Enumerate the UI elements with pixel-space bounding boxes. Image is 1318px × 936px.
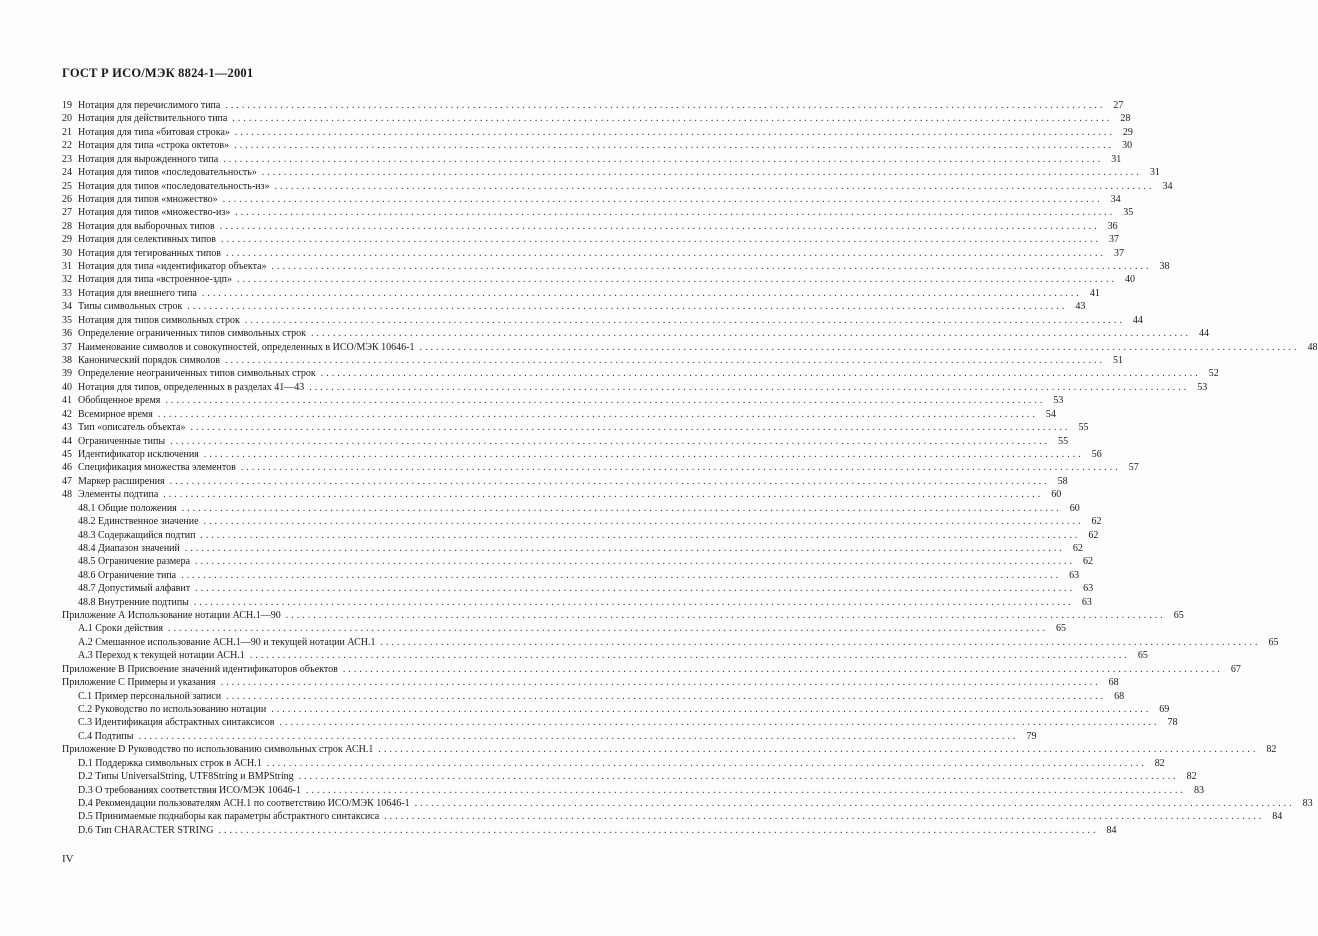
dot-leader: ................................................................................................................................................................ bbox=[184, 542, 1065, 554]
toc-entry-title: А.3 Переход к текущей нотации АСН.1 bbox=[78, 650, 245, 662]
toc-entry-title: Нотация для перечислимого типа bbox=[78, 100, 221, 111]
toc-entry-title: С.1 Пример персональной записи bbox=[78, 690, 222, 702]
dot-leader: ................................................................................................................................................................ bbox=[234, 140, 1115, 152]
dot-leader: ................................................................................................................................................................ bbox=[342, 663, 1223, 675]
toc-entry-page: 84 bbox=[1272, 811, 1283, 823]
toc-entry-page: 67 bbox=[1230, 663, 1241, 675]
toc-entry-title: D.3 О требованиях соответствия ИСО/МЭК 10646-1 bbox=[78, 784, 301, 796]
toc-entry bbox=[62, 327, 1209, 340]
toc-entry-page: 65 bbox=[1268, 636, 1279, 648]
toc-entry-number: 35 bbox=[62, 314, 72, 326]
toc-entry bbox=[62, 743, 1277, 756]
dot-leader: ................................................................................................................................................................ bbox=[225, 355, 1105, 367]
toc-entry-number: 34 bbox=[62, 301, 72, 313]
toc-entry-title: D.4 Рекомендации пользователям АСН.1 по соответствию ИСО/МЭК 10646-1 bbox=[78, 797, 410, 809]
toc-entry bbox=[62, 475, 1068, 488]
toc-entry-page: 36 bbox=[1107, 220, 1118, 232]
toc-entry-number: 48 bbox=[62, 489, 72, 501]
page-header: ГОСТ Р ИСО/МЭК 8824-1—2001 bbox=[62, 66, 254, 80]
toc-entry-page: 58 bbox=[1057, 475, 1068, 487]
toc-entry bbox=[62, 435, 1069, 448]
toc-entry-title: Нотация для типов, определенных в разделах 41—43 bbox=[78, 381, 305, 393]
toc-entry-page: 68 bbox=[1108, 677, 1119, 689]
toc-entry-title: D.6 Тип CHARACTER STRING bbox=[78, 824, 214, 836]
table-of-contents bbox=[62, 99, 1318, 837]
toc-entry-number: 31 bbox=[62, 261, 72, 273]
toc-entry bbox=[62, 770, 1197, 783]
toc-entry-page: 65 bbox=[1173, 610, 1184, 622]
toc-entry-title: Нотация для типа «встроенное-здп» bbox=[78, 274, 232, 286]
toc-entry-page: 68 bbox=[1114, 690, 1125, 702]
toc-entry bbox=[62, 529, 1099, 542]
toc-entry bbox=[62, 287, 1100, 300]
toc-entry-number: 22 bbox=[62, 140, 72, 152]
toc-entry-page: 48 bbox=[1307, 341, 1318, 353]
toc-entry bbox=[62, 502, 1080, 515]
toc-entry-number: 33 bbox=[62, 287, 72, 299]
toc-entry bbox=[62, 300, 1086, 313]
toc-entry-number: 29 bbox=[62, 234, 72, 246]
dot-leader: ................................................................................................................................................................ bbox=[167, 623, 1048, 635]
toc-entry-page: 56 bbox=[1091, 448, 1102, 460]
dot-leader: ................................................................................................................................................................ bbox=[309, 381, 1190, 393]
toc-entry bbox=[62, 649, 1148, 662]
toc-entry-title: 48.5 Ограничение размера bbox=[78, 556, 191, 568]
toc-entry bbox=[62, 488, 1062, 501]
dot-leader: ................................................................................................................................................................ bbox=[305, 784, 1186, 796]
dot-leader: ................................................................................................................................................................ bbox=[234, 126, 1115, 138]
toc-entry-page: 84 bbox=[1106, 824, 1117, 836]
toc-entry-number: 27 bbox=[62, 207, 72, 219]
toc-entry-title: Маркер расширения bbox=[78, 475, 165, 487]
toc-entry-page: 28 bbox=[1120, 113, 1131, 125]
toc-entry-page: 82 bbox=[1266, 744, 1277, 756]
toc-entry-page: 54 bbox=[1045, 408, 1056, 420]
toc-entry-page: 78 bbox=[1167, 717, 1178, 729]
toc-entry bbox=[62, 542, 1083, 555]
dot-leader: ................................................................................................................................................................ bbox=[170, 435, 1051, 447]
dot-leader: ................................................................................................................................................................ bbox=[187, 301, 1068, 313]
toc-entry bbox=[62, 810, 1283, 823]
toc-entry-page: 79 bbox=[1026, 730, 1037, 742]
toc-entry-title: А.1 Сроки действия bbox=[78, 623, 163, 635]
toc-entry-title: 48.6 Ограничение типа bbox=[78, 569, 177, 581]
dot-leader: ................................................................................................................................................................ bbox=[219, 220, 1100, 232]
toc-entry-title: Ограниченные типы bbox=[78, 435, 166, 447]
toc-entry-number: 43 bbox=[62, 422, 72, 434]
toc-entry-number: 20 bbox=[62, 113, 72, 125]
dot-leader: ................................................................................................................................................................ bbox=[203, 516, 1084, 528]
toc-entry-title: Нотация для типов «последовательность-из» bbox=[78, 180, 270, 192]
toc-entry bbox=[62, 99, 1124, 112]
toc-entry-title: 48.8 Внутренние подтипы bbox=[78, 596, 189, 608]
toc-entry-page: 62 bbox=[1072, 542, 1083, 554]
toc-entry-page: 38 bbox=[1159, 261, 1170, 273]
dot-leader: ................................................................................................................................................................ bbox=[240, 462, 1121, 474]
toc-entry bbox=[62, 408, 1056, 421]
toc-entry-title: Нотация для типа «строка октетов» bbox=[78, 140, 230, 152]
dot-leader: ................................................................................................................................................................ bbox=[220, 677, 1101, 689]
dot-leader: ................................................................................................................................................................ bbox=[169, 475, 1050, 487]
toc-entry bbox=[62, 757, 1165, 770]
toc-entry-title: Приложение С Примеры и указания bbox=[62, 677, 216, 689]
toc-entry-title: С.4 Подтипы bbox=[78, 730, 134, 742]
dot-leader: ................................................................................................................................................................ bbox=[226, 690, 1107, 702]
toc-entry-title: Нотация для типов символьных строк bbox=[78, 314, 240, 326]
toc-entry-page: 63 bbox=[1081, 596, 1092, 608]
page-number-footer: IV bbox=[62, 853, 74, 865]
toc-entry-title: Тип «описатель объекта» bbox=[78, 422, 186, 434]
toc-entry bbox=[62, 515, 1102, 528]
toc-entry-page: 41 bbox=[1089, 287, 1100, 299]
dot-leader: ................................................................................................................................................................ bbox=[378, 744, 1259, 756]
dot-leader: ................................................................................................................................................................ bbox=[271, 703, 1152, 715]
toc-entry-page: 37 bbox=[1108, 234, 1119, 246]
toc-entry-page: 82 bbox=[1186, 771, 1197, 783]
toc-entry-number: 45 bbox=[62, 448, 72, 460]
toc-entry bbox=[62, 730, 1037, 743]
toc-entry-number: 37 bbox=[62, 341, 72, 353]
toc-entry-title: Типы символьных строк bbox=[78, 301, 183, 313]
toc-entry-page: 62 bbox=[1083, 556, 1094, 568]
toc-entry-title: Идентификатор исключения bbox=[78, 448, 199, 460]
toc-entry bbox=[62, 220, 1118, 233]
toc-entry-page: 53 bbox=[1197, 381, 1208, 393]
toc-entry bbox=[62, 555, 1094, 568]
dot-leader: ................................................................................................................................................................ bbox=[195, 583, 1076, 595]
toc-entry-title: Определение неограниченных типов символьных строк bbox=[78, 368, 316, 380]
dot-leader: ................................................................................................................................................................ bbox=[163, 489, 1044, 501]
toc-entry-number: 21 bbox=[62, 126, 72, 138]
toc-entry bbox=[62, 622, 1066, 635]
toc-entry-title: Приложение А Использование нотации АСН.1—90 bbox=[62, 610, 281, 622]
dot-leader: ................................................................................................................................................................ bbox=[419, 341, 1300, 353]
toc-entry bbox=[62, 421, 1089, 434]
dot-leader: ................................................................................................................................................................ bbox=[244, 314, 1125, 326]
toc-entry-title: С.2 Руководство по использованию нотации bbox=[78, 703, 267, 715]
toc-entry-page: 62 bbox=[1088, 529, 1099, 541]
toc-entry bbox=[62, 112, 1131, 125]
toc-entry-page: 82 bbox=[1154, 757, 1165, 769]
toc-entry-title: 48.1 Общие положения bbox=[78, 502, 177, 514]
toc-entry-title: D.2 Типы UniversalString, UTF8String и BMPString bbox=[78, 771, 294, 783]
toc-entry bbox=[62, 166, 1160, 179]
toc-entry-title: Нотация для вырожденного типа bbox=[78, 153, 219, 165]
dot-leader: ................................................................................................................................................................ bbox=[225, 100, 1106, 111]
dot-leader: ................................................................................................................................................................ bbox=[249, 650, 1130, 662]
toc-entry-page: 35 bbox=[1123, 207, 1134, 219]
toc-entry bbox=[62, 341, 1318, 354]
toc-entry-title: Нотация для типов «множество-из» bbox=[78, 207, 231, 219]
toc-entry-title: D.5 Принимаемые поднаборы как параметры абстрактного синтаксиса bbox=[78, 811, 380, 823]
dot-leader: ................................................................................................................................................................ bbox=[200, 529, 1081, 541]
toc-entry-page: 51 bbox=[1113, 355, 1123, 367]
dot-leader: ................................................................................................................................................................ bbox=[414, 797, 1295, 809]
toc-entry bbox=[62, 461, 1139, 474]
toc-entry bbox=[62, 273, 1135, 286]
toc-entry bbox=[62, 139, 1133, 152]
toc-entry bbox=[62, 582, 1094, 595]
toc-entry-title: D.1 Поддержка символьных строк в АСН.1 bbox=[78, 757, 262, 769]
toc-entry-title: Определение ограниченных типов символьных строк bbox=[78, 328, 306, 340]
toc-entry-title: Нотация для типов «последовательность» bbox=[78, 167, 257, 179]
toc-entry-number: 36 bbox=[62, 328, 72, 340]
toc-entry bbox=[62, 448, 1102, 461]
toc-entry bbox=[62, 381, 1208, 394]
toc-entry-title: Наименование символов и совокупностей, определенных в ИСО/МЭК 10646-1 bbox=[78, 341, 415, 353]
toc-entry-page: 30 bbox=[1122, 140, 1133, 152]
toc-entry-page: 37 bbox=[1114, 247, 1125, 259]
toc-entry-page: 83 bbox=[1302, 797, 1313, 809]
toc-entry bbox=[62, 676, 1119, 689]
toc-entry-number: 44 bbox=[62, 435, 72, 447]
dot-leader: ................................................................................................................................................................ bbox=[279, 717, 1160, 729]
toc-entry bbox=[62, 260, 1170, 273]
dot-leader: ................................................................................................................................................................ bbox=[320, 368, 1201, 380]
dot-leader: ................................................................................................................................................................ bbox=[298, 771, 1179, 783]
toc-entry bbox=[62, 314, 1143, 327]
toc-entry-title: Нотация для внешнего типа bbox=[78, 287, 197, 299]
toc-entry-number: 24 bbox=[62, 167, 72, 179]
toc-entry bbox=[62, 609, 1184, 622]
dot-leader: ................................................................................................................................................................ bbox=[181, 502, 1062, 514]
toc-entry-title: Нотация для действительного типа bbox=[78, 113, 228, 125]
toc-entry-number: 30 bbox=[62, 247, 72, 259]
toc-entry-number: 19 bbox=[62, 100, 72, 111]
toc-entry bbox=[62, 180, 1173, 193]
dot-leader: ................................................................................................................................................................ bbox=[181, 569, 1062, 581]
dot-leader: ................................................................................................................................................................ bbox=[157, 408, 1038, 420]
toc-entry bbox=[62, 703, 1170, 716]
dot-leader: ................................................................................................................................................................ bbox=[232, 113, 1113, 125]
toc-entry-title: С.3 Идентификация абстрактных синтаксисов bbox=[78, 717, 275, 729]
dot-leader: ................................................................................................................................................................ bbox=[285, 610, 1166, 622]
toc-entry-number: 23 bbox=[62, 153, 72, 165]
dot-leader: ................................................................................................................................................................ bbox=[222, 193, 1103, 205]
toc-entry-title: Обобщенное время bbox=[78, 395, 161, 407]
toc-entry-page: 69 bbox=[1159, 703, 1170, 715]
toc-entry bbox=[62, 247, 1125, 260]
toc-entry-page: 55 bbox=[1078, 422, 1089, 434]
dot-leader: ................................................................................................................................................................ bbox=[223, 153, 1104, 165]
dot-leader: ................................................................................................................................................................ bbox=[274, 180, 1155, 192]
dot-leader: ................................................................................................................................................................ bbox=[193, 596, 1074, 608]
toc-entry bbox=[62, 569, 1080, 582]
toc-entry-number: 28 bbox=[62, 220, 72, 232]
toc-entry-number: 46 bbox=[62, 462, 72, 474]
toc-entry-title: 48.7 Допустимый алфавит bbox=[78, 583, 191, 595]
toc-entry bbox=[62, 824, 1117, 837]
toc-entry-page: 55 bbox=[1058, 435, 1069, 447]
toc-entry bbox=[62, 690, 1125, 703]
dot-leader: ................................................................................................................................................................ bbox=[235, 207, 1116, 219]
toc-entry-title: Спецификация множества элементов bbox=[78, 462, 236, 474]
toc-entry-page: 62 bbox=[1091, 516, 1102, 528]
toc-entry-page: 53 bbox=[1053, 395, 1064, 407]
dot-leader: ................................................................................................................................................................ bbox=[226, 247, 1107, 259]
toc-entry bbox=[62, 153, 1122, 166]
toc-entry bbox=[62, 663, 1241, 676]
toc-entry-page: 44 bbox=[1198, 328, 1209, 340]
toc-entry-title: Канонический порядок символов bbox=[78, 355, 220, 367]
toc-entry-number: 38 bbox=[62, 355, 72, 367]
toc-entry-page: 60 bbox=[1069, 502, 1080, 514]
dot-leader: ................................................................................................................................................................ bbox=[266, 757, 1147, 769]
toc-entry-page: 31 bbox=[1111, 153, 1122, 165]
toc-entry bbox=[62, 233, 1119, 246]
dot-leader: ................................................................................................................................................................ bbox=[220, 234, 1101, 246]
toc-entry-page: 63 bbox=[1083, 583, 1094, 595]
toc-entry-title: Нотация для типов «множество» bbox=[78, 193, 218, 205]
toc-entry bbox=[62, 636, 1279, 649]
toc-entry-page: 43 bbox=[1075, 301, 1086, 313]
toc-entry-page: 65 bbox=[1137, 650, 1148, 662]
dot-leader: ................................................................................................................................................................ bbox=[203, 448, 1084, 460]
toc-entry-page: 44 bbox=[1132, 314, 1143, 326]
toc-entry-number: 32 bbox=[62, 274, 72, 286]
toc-entry bbox=[62, 126, 1133, 139]
toc-entry-title: Нотация для типа «идентификатор объекта» bbox=[78, 261, 267, 273]
toc-entry bbox=[62, 797, 1313, 810]
toc-entry-title: Приложение В Присвоение значений идентификаторов объектов bbox=[62, 663, 338, 675]
toc-entry bbox=[62, 784, 1204, 797]
dot-leader: ................................................................................................................................................................ bbox=[195, 556, 1076, 568]
dot-leader: ................................................................................................................................................................ bbox=[380, 636, 1261, 648]
toc-entry-title: Элементы подтипа bbox=[78, 489, 159, 501]
dot-leader: ................................................................................................................................................................ bbox=[165, 395, 1046, 407]
toc-entry-number: 47 bbox=[62, 475, 72, 487]
toc-entry-page: 57 bbox=[1128, 462, 1139, 474]
toc-entry-title: 48.3 Содержащийся подтип bbox=[78, 529, 196, 541]
dot-leader: ................................................................................................................................................................ bbox=[236, 274, 1117, 286]
toc-entry-page: 83 bbox=[1193, 784, 1204, 796]
toc-entry-page: 29 bbox=[1122, 126, 1133, 138]
toc-entry-page: 31 bbox=[1149, 167, 1160, 179]
toc-entry-number: 40 bbox=[62, 381, 72, 393]
dot-leader: ................................................................................................................................................................ bbox=[201, 287, 1082, 299]
toc-entry bbox=[62, 596, 1092, 609]
dot-leader: ................................................................................................................................................................ bbox=[261, 167, 1142, 179]
toc-entry-number: 26 bbox=[62, 193, 72, 205]
dot-leader: ................................................................................................................................................................ bbox=[271, 261, 1152, 273]
toc-entry bbox=[62, 367, 1219, 380]
toc-entry bbox=[62, 206, 1134, 219]
toc-entry-title: Нотация для выборочных типов bbox=[78, 220, 215, 232]
toc-entry-title: А.2 Смешанное использование АСН.1—90 и текущей нотации АСН.1 bbox=[78, 636, 376, 648]
toc-entry-title: Нотация для селективных типов bbox=[78, 234, 216, 246]
toc-entry-page: 52 bbox=[1208, 368, 1219, 380]
toc-entry-title: Приложение D Руководство по использованию символьных строк АСН.1 bbox=[62, 744, 374, 756]
toc-entry-page: 63 bbox=[1069, 569, 1080, 581]
toc-entry-title: 48.4 Диапазон значений bbox=[78, 542, 180, 554]
toc-entry-number: 41 bbox=[62, 395, 72, 407]
toc-entry-page: 34 bbox=[1110, 193, 1121, 205]
dot-leader: ................................................................................................................................................................ bbox=[384, 811, 1265, 823]
toc-entry-page: 27 bbox=[1113, 100, 1124, 111]
toc-entry bbox=[62, 354, 1123, 367]
toc-entry-number: 42 bbox=[62, 408, 72, 420]
toc-entry-number: 39 bbox=[62, 368, 72, 380]
toc-entry-title: 48.2 Единственное значение bbox=[78, 516, 199, 528]
dot-leader: ................................................................................................................................................................ bbox=[218, 824, 1099, 836]
toc-entry-page: 34 bbox=[1162, 180, 1173, 192]
toc-entry-page: 40 bbox=[1124, 274, 1135, 286]
toc-entry-title: Всемирное время bbox=[78, 408, 153, 420]
toc-entry bbox=[62, 716, 1178, 729]
toc-entry-page: 60 bbox=[1051, 489, 1062, 501]
dot-leader: ................................................................................................................................................................ bbox=[190, 422, 1071, 434]
toc-entry bbox=[62, 394, 1064, 407]
dot-leader: ................................................................................................................................................................ bbox=[138, 730, 1019, 742]
toc-entry-title: Нотация для типа «битовая строка» bbox=[78, 126, 230, 138]
dot-leader: ................................................................................................................................................................ bbox=[310, 328, 1191, 340]
toc-entry-number: 25 bbox=[62, 180, 72, 192]
toc-entry-title: Нотация для тегированных типов bbox=[78, 247, 222, 259]
toc-entry bbox=[62, 193, 1121, 206]
toc-entry-page: 65 bbox=[1055, 623, 1066, 635]
